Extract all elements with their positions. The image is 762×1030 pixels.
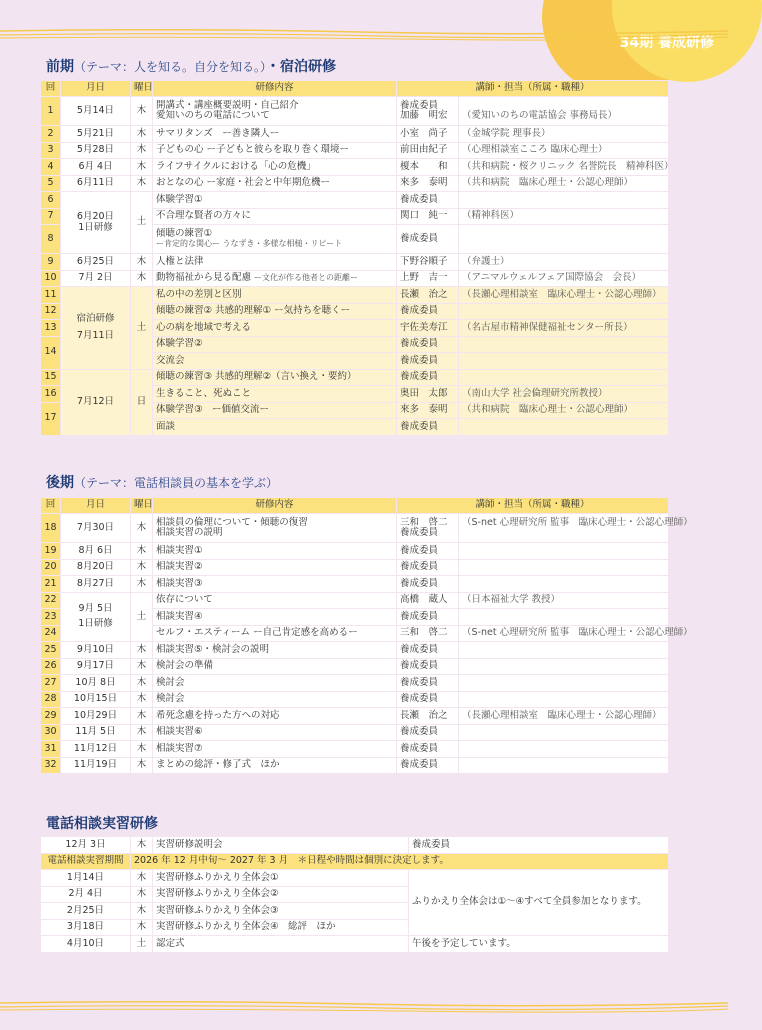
table-row [41,543,669,560]
row-number: 3 [41,142,61,159]
row-lecturer: 長瀬 治之 [397,287,459,304]
table-row [41,658,669,675]
row-lecturer: 養成委員 [409,837,669,854]
row-content: 相談実習① [153,543,397,560]
row-content: 検討会 [153,675,397,692]
row-content: おとなの心 ー家庭・社会と中年期危機ー [153,175,397,192]
row-number: 4 [41,159,61,176]
row-number: 24 [41,625,61,642]
row-number: 27 [41,675,61,692]
row-content: 生きること、死ぬこと [153,386,397,403]
row-number: 29 [41,708,61,725]
table-row [41,741,669,758]
row-day: 木 [131,741,153,758]
row-lecturer: 養成委員 [397,642,459,659]
row-day: 木 [131,254,153,271]
row-note [459,97,669,126]
row-date: 10月15日 [61,691,131,708]
row-content: 傾聴の練習② 共感的理解① ー気持ちを聴くー [153,303,397,320]
row-date: 9月10日 [61,642,131,659]
row-date: 8月20日 [61,559,131,576]
first-term-table [40,80,674,436]
row-number: 16 [41,386,61,403]
content-line: 動物福祉から見る配慮 [156,272,252,284]
row-date: 2月 4日 [41,886,131,903]
row-note: （長瀬心理相談室 臨床心理士・公認心理師） [459,287,669,304]
row-number: 31 [41,741,61,758]
date-line: 6月20日 [76,211,115,223]
row-content: 実習研修ふりかえり全体会② [153,886,409,903]
row-date: 5月28日 [61,142,131,159]
lecturer-line: 三和 啓二 [400,516,448,528]
table-row [41,592,669,609]
row-content: 検討会 [153,691,397,708]
row-day: 日 [131,369,153,435]
row-day: 木 [131,175,153,192]
row-date: 4月10日 [41,936,131,953]
row-date: 1月14日 [41,870,131,887]
row-lecturer: 高橋 蔵人 [397,592,459,609]
row-lecturer: 養成委員 [397,369,459,386]
row-note: （共和病院 臨床心理士・公認心理師） [459,402,669,419]
row-number: 1 [41,97,61,126]
row-lecturer: 養成委員 [397,192,459,209]
row-lecturer: 養成委員 [397,353,459,370]
content-line: 傾聴の練習① [156,228,213,240]
row-number: 9 [41,254,61,271]
row-date: 10月29日 [61,708,131,725]
row-number: 23 [41,609,61,626]
table-row [41,142,669,159]
row-lecturer: 養成委員 [397,609,459,626]
row-date: 3月18日 [41,919,131,936]
row-note: （南山大学 社会倫理研究所教授） [459,386,669,403]
row-day: 土 [131,287,153,370]
row-lecturer: 榎本 和 [397,159,459,176]
practice-table [40,836,669,953]
lecturer-line: 養成委員 [400,99,439,111]
row-number: 32 [41,757,61,774]
table-row [41,192,669,209]
row-content: 不合理な賢者の方々に [153,208,397,225]
row-day: 木 [131,837,153,854]
row-date: 11月12日 [61,741,131,758]
row-number: 8 [41,225,61,254]
table-row [41,287,669,304]
lecturer-line: 加藤 明宏 [400,110,448,121]
content-line: 相談員の倫理について・傾聴の復習 [156,516,308,528]
table-row [41,870,669,887]
row-note: （S-net 心理研究所 監事 臨床心理士・公認心理師） [459,625,669,642]
row-date [61,192,131,254]
row-lecturer: 奥田 太郎 [397,386,459,403]
row-lecturer [397,97,459,126]
first-term-theme: （テーマ：人を知る。自分を知る。） [74,60,267,74]
row-date: 8月 6日 [61,543,131,560]
date-line: 7月11日 [76,329,115,341]
row-day: 土 [131,192,153,254]
row-lecturer: 関口 純一 [397,208,459,225]
table-row [41,642,669,659]
row-note: 午後を予定しています。 [409,936,669,953]
row-date: 6月 4日 [61,159,131,176]
row-number: 25 [41,642,61,659]
table-row [41,369,669,386]
table-row [41,254,669,271]
row-lecturer: 養成委員 [397,757,459,774]
row-lecturer: 宇佐美寿江 [397,320,459,337]
row-lecturer: 養成委員 [397,741,459,758]
row-date [61,287,131,370]
note-line: （S-net 心理研究所 監事 臨床心理士・公認心理師） [462,516,693,528]
table-row [41,691,669,708]
brand-label: 34期 養成研修 [619,35,714,51]
row-date: 7月12日 [61,369,131,435]
header-cell: 研修内容 [153,498,397,514]
row-note: （心理相談室こころ 臨床心理士） [459,142,669,159]
row-date: 5月14日 [61,97,131,126]
table-row [41,675,669,692]
second-term-heading [46,472,278,492]
second-term-table [40,497,693,774]
table-row [41,159,669,176]
row-number: 26 [41,658,61,675]
header-cell: 講師・担当（所属・職種） [397,81,669,97]
row-number: 13 [41,320,61,337]
table-row [41,514,669,543]
row-number: 21 [41,576,61,593]
row-date: 9月17日 [61,658,131,675]
content-line: 開講式・講座概要説明・自己紹介 [156,99,299,111]
row-day: 木 [131,708,153,725]
table-row [41,270,669,287]
row-date: 12月 3日 [41,837,131,854]
practice-period-row [41,853,669,870]
row-content: 相談実習③ [153,576,397,593]
row-lecturer: 三和 啓二 [397,625,459,642]
row-note: （精神科医） [459,208,669,225]
row-number: 30 [41,724,61,741]
table-header [41,498,669,514]
row-number: 5 [41,175,61,192]
decor-stripes [0,1000,728,1012]
row-content: 依存について [153,592,397,609]
row-day: 土 [131,592,153,642]
content-line: 愛知いのちの電話について [156,110,270,121]
header-cell: 曜日 [131,498,153,514]
row-content: まとめの総評・修了式 ほか [153,757,397,774]
table-row [41,175,669,192]
row-content [153,97,397,126]
period-text: 2026 年 12 月中旬～ 2027 年 3 月 ＊日程や時間は個別に決定します。 [131,853,669,870]
row-day: 木 [131,543,153,560]
row-note: （アニマルウェルフェア国際協会 会長） [459,270,669,287]
row-note: （弁護士） [459,254,669,271]
table-header [41,81,669,97]
row-lecturer: 養成委員 [397,336,459,353]
header-cell: 研修内容 [153,81,397,97]
row-content: 実習研修説明会 [153,837,409,854]
row-content: 相談実習② [153,559,397,576]
row-content: サマリタンズ ー善き隣人ー [153,126,397,143]
row-date: 5月21日 [61,126,131,143]
merged-note: ふりかえり全体会は①～④すべて全員参加となります。 [409,870,669,936]
row-note: （金城学院 理事長） [459,126,669,143]
date-line: 9月 5日 [78,603,113,615]
row-content: 子どもの心 ー子どもと彼らを取り巻く環境ー [153,142,397,159]
row-lecturer: 來多 泰明 [397,402,459,419]
row-content: 傾聴の練習③ 共感的理解②（言い換え・要約） [153,369,397,386]
row-content: セルフ・エスティーム ー自己肯定感を高めるー [153,625,397,642]
row-day: 木 [131,870,153,887]
header-cell: 回 [41,498,61,514]
row-date: 6月25日 [61,254,131,271]
row-lecturer: 來多 泰明 [397,175,459,192]
row-number: 17 [41,402,61,435]
row-day: 木 [131,514,153,543]
row-number: 28 [41,691,61,708]
row-number: 18 [41,514,61,543]
content-note: ー文化が作る他者との距離ー [254,273,359,283]
row-note: （長瀬心理相談室 臨床心理士・公認心理師） [459,708,669,725]
row-content: 体験学習① [153,192,397,209]
row-lecturer: 前田由紀子 [397,142,459,159]
row-content: 私の中の差別と区別 [153,287,397,304]
row-number: 15 [41,369,61,386]
row-date: 2月25日 [41,903,131,920]
row-lecturer: 養成委員 [397,658,459,675]
period-label: 電話相談実習期間 [41,853,131,870]
row-content: 実習研修ふりかえり全体会① [153,870,409,887]
table-row [41,708,669,725]
row-number: 10 [41,270,61,287]
row-number: 12 [41,303,61,320]
lecturer-line: 養成委員 [400,527,439,538]
decor-stripes [0,28,728,40]
row-day: 木 [131,691,153,708]
header-cell: 講師・担当（所属・職種） [397,498,669,514]
row-lecturer: 養成委員 [397,559,459,576]
row-day: 木 [131,675,153,692]
row-lecturer: 長瀬 治之 [397,708,459,725]
row-lecturer: 養成委員 [397,576,459,593]
row-content: 相談実習⑦ [153,741,397,758]
row-day: 木 [131,903,153,920]
row-note: （日本福祉大学 教授） [459,592,669,609]
row-day: 木 [131,142,153,159]
note-line: （愛知いのちの電話協会 事務局長） [462,110,618,121]
row-number: 20 [41,559,61,576]
date-line: 1日研修 [78,221,113,233]
row-content: 相談実習⑥ [153,724,397,741]
row-content [153,270,397,287]
content-line: ー肯定的な関心ー うなずき・多様な相槌・リピート [156,238,343,248]
second-term-theme: （テーマ：電話相談員の基本を学ぶ） [74,476,279,490]
first-term-heading [46,56,336,76]
row-content: 交流会 [153,353,397,370]
row-content: ライフサイクルにおける「心の危機」 [153,159,397,176]
row-lecturer [397,514,459,543]
table-row [41,576,669,593]
row-day: 木 [131,97,153,126]
table-row [41,724,669,741]
row-number: 11 [41,287,61,304]
row-lecturer: 小室 尚子 [397,126,459,143]
header-cell: 月日 [61,81,131,97]
row-date: 11月19日 [61,757,131,774]
row-number: 22 [41,592,61,609]
date-line: 1日研修 [78,617,113,629]
row-lecturer: 養成委員 [397,419,459,436]
header-cell: 月日 [61,498,131,514]
row-number: 19 [41,543,61,560]
table-row [41,837,669,854]
row-lecturer: 養成委員 [397,225,459,254]
row-content: 実習研修ふりかえり全体会③ [153,903,409,920]
row-content: 体験学習③ ー価値交流ー [153,402,397,419]
header-cell: 回 [41,81,61,97]
practice-heading: 電話相談実習研修 [46,816,158,832]
row-date: 7月 2日 [61,270,131,287]
row-date [61,592,131,642]
row-content: 人権と法律 [153,254,397,271]
row-lecturer: 養成委員 [397,691,459,708]
table-row [41,126,669,143]
row-content: 実習研修ふりかえり全体会④ 総評 ほか [153,919,409,936]
row-number: 14 [41,336,61,369]
row-date: 11月 5日 [61,724,131,741]
row-note: （共和病院・桜クリニック 名誉院長 精神科医） [459,159,669,176]
row-day: 木 [131,886,153,903]
row-content: 認定式 [153,936,409,953]
row-lecturer: 養成委員 [397,543,459,560]
row-note: （名古屋市精神保健福祉センター所長） [459,320,669,337]
row-lecturer: 下野谷順子 [397,254,459,271]
header-cell: 曜日 [131,81,153,97]
row-number: 2 [41,126,61,143]
row-content: 心の病を地域で考える [153,320,397,337]
row-day: 木 [131,658,153,675]
row-content [153,225,397,254]
row-day: 木 [131,724,153,741]
row-note: （共和病院 臨床心理士・公認心理師） [459,175,669,192]
row-day: 木 [131,642,153,659]
row-date: 7月30日 [61,514,131,543]
row-content: 相談実習⑤・検討会の説明 [153,642,397,659]
second-term-title: 後期 [46,475,74,491]
row-number: 6 [41,192,61,209]
date-line: 宿泊研修 [76,313,115,325]
content-line: 相談実習の説明 [156,527,223,538]
row-date: 10月 8日 [61,675,131,692]
row-number: 7 [41,208,61,225]
row-content: 相談実習④ [153,609,397,626]
row-lecturer: 養成委員 [397,724,459,741]
table-row [41,97,669,126]
row-day: 木 [131,270,153,287]
table-row [41,757,669,774]
row-day: 木 [131,919,153,936]
row-lecturer: 養成委員 [397,303,459,320]
table-row [41,936,669,953]
row-note [459,514,693,543]
row-day: 木 [131,126,153,143]
row-content: 面談 [153,419,397,436]
row-content: 希死念慮を持った方への対応 [153,708,397,725]
first-term-title: 前期 [46,59,74,75]
row-day: 木 [131,159,153,176]
row-lecturer: 上野 吉一 [397,270,459,287]
row-day: 土 [131,936,153,953]
row-day: 木 [131,559,153,576]
table-row [41,559,669,576]
row-content: 体験学習② [153,336,397,353]
row-content [153,514,397,543]
row-content: 検討会の準備 [153,658,397,675]
row-day: 木 [131,576,153,593]
first-term-suffix: ・宿泊研修 [266,59,337,75]
row-date: 8月27日 [61,576,131,593]
row-day: 木 [131,757,153,774]
row-date: 6月11日 [61,175,131,192]
row-lecturer: 養成委員 [397,675,459,692]
